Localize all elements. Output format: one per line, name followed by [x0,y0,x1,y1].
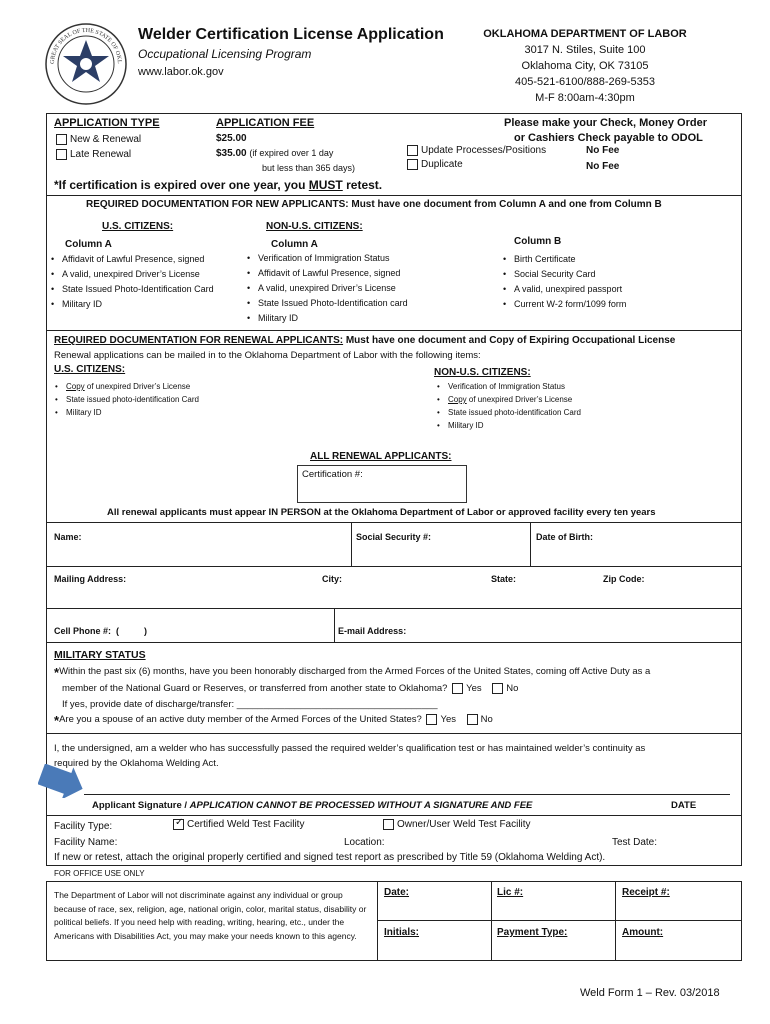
application-type-header: APPLICATION TYPE [54,117,160,129]
update-option[interactable] [407,145,546,156]
certified-facility-checkbox[interactable] [173,819,184,830]
office-lic-field[interactable]: Lic #: [497,887,524,898]
phone-numbers: 405-521-6100/888-269-5353 [514,76,656,88]
divider [334,608,335,642]
q2-yes-checkbox[interactable] [426,714,437,725]
dept-address-block [470,26,700,106]
signature-label [92,800,532,811]
address-line-1: 3017 N. Stiles, Suite 100 [524,44,646,56]
list-item [436,393,656,406]
list-item: • State Issued Photo-Identification card [246,296,466,311]
mailing-address-field[interactable]: Mailing Address: [54,574,127,584]
new-non-us-citizens: NON-U.S. CITIZENS: [266,221,363,232]
divider [46,642,742,643]
renewal-docs-header-title: REQUIRED DOCUMENTATION FOR RENEWAL APPLICANTS: [54,335,344,346]
renewal-mail-line: Renewal applications can be mailed in to the Oklahoma Department of Labor with the following items: [54,350,481,361]
retest-suffix: retest. [342,178,383,192]
state-field[interactable]: State: [491,574,517,584]
website-link[interactable]: www.labor.ok.gov [138,66,224,78]
certified-facility-label: Certified Weld Test Facility [187,819,305,831]
arrow-icon [38,764,84,798]
column-a-non-us: Column A [271,239,318,250]
renewal-non-us-citizens: NON-U.S. CITIZENS: [434,367,531,378]
renewal-us-citizens: U.S. CITIZENS: [54,364,126,375]
owner-user-option[interactable] [383,819,531,830]
facility-name-field[interactable]: Facility Name: [54,837,118,848]
list-item: • Military ID [436,419,656,432]
office-date-field[interactable]: Date: [384,887,410,898]
owner-user-label: Owner/User Weld Test Facility [397,819,531,831]
city-field[interactable]: City: [322,574,342,584]
declaration-line-1: I, the undersigned, am a welder who has successfully passed the required welder’s qualification test or has maintained welder’s continuity as [54,743,646,754]
retest-prefix: *If certification is expired over one year, you [54,178,309,192]
divider [46,815,742,816]
list-item [54,380,274,393]
divider [530,522,531,566]
military-q1-line1: Within the past six (6) months, have you been honorably discharged from the Armed Forces of the United States, coming off Active Duty as a [59,666,651,677]
location-field[interactable]: Location: [344,837,385,848]
dob-field[interactable]: Date of Birth: [536,532,593,542]
divider [491,881,492,961]
owner-user-checkbox[interactable] [383,819,394,830]
list-item: • A valid, unexpired Driver’s License [246,281,466,296]
in-person-notice: All renewal applicants must appear IN PERSON at the Oklahoma Department of Labor or approved facility every ten years [107,507,656,518]
late-renewal-option[interactable] [56,149,131,160]
zip-field[interactable]: Zip Code: [603,574,645,584]
military-status-header: MILITARY STATUS [54,649,146,661]
declaration-text [54,741,734,771]
payment-instructions-2: or Cashiers Check payable to ODOL [514,132,703,144]
list-item-text: of unexpired Driver’s License [84,382,191,391]
non-us-column-a-list [246,251,466,326]
late-renewal-checkbox[interactable] [56,149,67,160]
military-q2-text: Are you a spouse of an active duty member of the Armed Forces of the United States? [59,714,422,725]
list-item: • Affidavit of Lawful Presence, signed [50,252,250,267]
list-item: • A valid, unexpired Driver’s License [50,267,250,282]
renewal-docs-header-rest: Must have one document and Copy of Expiring Occupational License [343,335,676,346]
military-q2: *Are you a spouse of an active duty member of the Armed Forces of the United States? Yes No [54,713,493,728]
q2-no-label: No [480,714,493,725]
seal-text: GREAT SEAL OF THE STATE OF OKL [49,27,123,65]
dept-name: OKLAHOMA DEPARTMENT OF LABOR [483,28,687,40]
discrimination-notice: The Department of Labor will not discriminate against any individual or group because of race, sex, religion, age, national origin, color, marital status, disability or political beliefs. If you need help with reading, writing, hearing, etc., under the Americans with Disabilities Act, you may make your needs known to this agency. [54,890,367,941]
list-item: • Military ID [50,297,250,312]
divider [46,330,742,331]
office-receipt-field[interactable]: Receipt #: [622,887,670,898]
email-field[interactable]: E-mail Address: [338,626,407,636]
duplicate-option[interactable] [407,159,463,170]
divider [377,920,742,921]
list-item: • Verification of Immigration Status [436,380,656,393]
fee-late-note-1: (if expired over 1 day [249,148,334,158]
q2-yes-label: Yes [440,714,456,725]
military-q1: *Within the past six (6) months, have you been honorably discharged from the Armed Forces of the United States, coming off Active Duty as a member of the National Guard or Reserves, or transferred from another state to Oklahoma? Yes No If yes, provide date of discharge/transfer: ______________________________________ [54,665,651,710]
form-revision: Weld Form 1 – Rev. 03/2018 [580,987,720,999]
ssn-field[interactable]: Social Security #: [356,532,432,542]
divider [46,522,742,523]
new-renewal-label: New & Renewal [70,134,142,146]
q2-no-checkbox[interactable] [467,714,478,725]
facility-type-label: Facility Type: [54,821,113,832]
page-title: Welder Certification License Application [138,26,444,43]
certification-number-field[interactable] [297,465,467,503]
office-use-label: FOR OFFICE USE ONLY [54,869,145,878]
divider [377,881,378,961]
duplicate-checkbox[interactable] [407,159,418,170]
list-item: • A valid, unexpired passport [502,282,702,297]
divider [46,608,742,609]
list-item: • State Issued Photo-Identification Card [50,282,250,297]
q1-no-checkbox[interactable] [492,683,503,694]
list-item: • Verification of Immigration Status [246,251,466,266]
list-item: • Social Security Card [502,267,702,282]
fee-new: $25.00 [216,133,247,144]
renewal-non-us-list [436,380,656,432]
list-item-text: of unexpired Driver’s License [466,395,573,404]
cell-phone-field[interactable]: Cell Phone #: ( ) [54,626,148,636]
retest-must: MUST [308,178,343,192]
office-payment-type-field[interactable]: Payment Type: [497,927,568,938]
us-column-a-list [50,252,250,312]
program-subtitle: Occupational Licensing Program [138,47,312,61]
new-renewal-option[interactable] [56,134,141,145]
list-item: • Military ID [54,406,274,419]
divider [46,733,742,734]
copy-word: Copy [448,395,467,404]
duplicate-label: Duplicate [421,159,463,171]
state-seal [44,22,128,106]
list-item: • Military ID [246,311,466,326]
fee-late-line [216,148,333,159]
new-renewal-checkbox[interactable] [56,134,67,145]
list-item: • State issued photo-identification Card [54,393,274,406]
date-label: DATE [671,800,697,811]
column-b: Column B [514,236,562,247]
divider [615,881,616,961]
new-us-citizens: U.S. CITIZENS: [102,221,174,232]
name-field[interactable]: Name: [54,532,82,542]
renewal-docs-header [54,335,675,346]
late-renewal-label: Late Renewal [70,149,132,161]
facility-note: If new or retest, attach the original properly certified and signed test report as prescribed by Title 59 (Oklahoma Welding Act). [54,852,606,863]
retest-notice [54,178,382,192]
list-item: • Current W-2 form/1099 form [502,297,702,312]
update-checkbox[interactable] [407,145,418,156]
no-fee-update: No Fee [586,145,620,156]
fee-late: $35.00 [216,148,247,159]
fee-late-note-2: but less than 365 days) [262,163,356,173]
test-date-field[interactable]: Test Date: [612,837,658,848]
q1-yes-checkbox[interactable] [452,683,463,694]
address-line-2: Oklahoma City, OK 73105 [521,60,649,72]
q1-yes-label: Yes [466,683,482,694]
q1-no-label: No [506,683,519,694]
certified-facility-option[interactable] [173,819,304,830]
divider [46,195,742,196]
column-a-us: Column A [65,239,112,250]
office-hours: M-F 8:00am-4:30pm [535,92,635,104]
application-fee-header: APPLICATION FEE [216,117,315,129]
discharge-date-field[interactable]: If yes, provide date of discharge/transfer: ______________________________________ [62,699,438,710]
signature-line[interactable] [84,794,730,795]
military-q1-line2: member of the National Guard or Reserves, or transferred from another state to Oklahoma? [62,683,448,694]
office-initials-field[interactable]: Initials: [384,927,420,938]
certification-number-label: Certification #: [302,469,363,480]
copy-word: Copy [66,382,85,391]
office-amount-field[interactable]: Amount: [622,927,664,938]
divider [46,566,742,567]
declaration-line-2: required by the Oklahoma Welding Act. [54,758,219,769]
no-fee-duplicate: No Fee [586,161,620,172]
divider [351,522,352,566]
renewal-us-list [54,380,274,419]
payment-instructions-1: Please make your Check, Money Order [504,117,707,129]
signature-note: APPLICATION CANNOT BE PROCESSED WITHOUT A SIGNATURE AND FEE [189,800,533,811]
new-docs-header: REQUIRED DOCUMENTATION FOR NEW APPLICANTS: Must have one document from Column A and one from Column B [86,199,662,210]
all-renewal-header: ALL RENEWAL APPLICANTS: [310,451,452,462]
list-item: • State issued photo-identification Card [436,406,656,419]
list-item: • Affidavit of Lawful Presence, signed [246,266,466,281]
update-label: Update Processes/Positions [421,145,547,157]
list-item: • Birth Certificate [502,252,702,267]
signature-label-text: Applicant Signature / [92,800,190,811]
column-b-list [502,252,702,312]
